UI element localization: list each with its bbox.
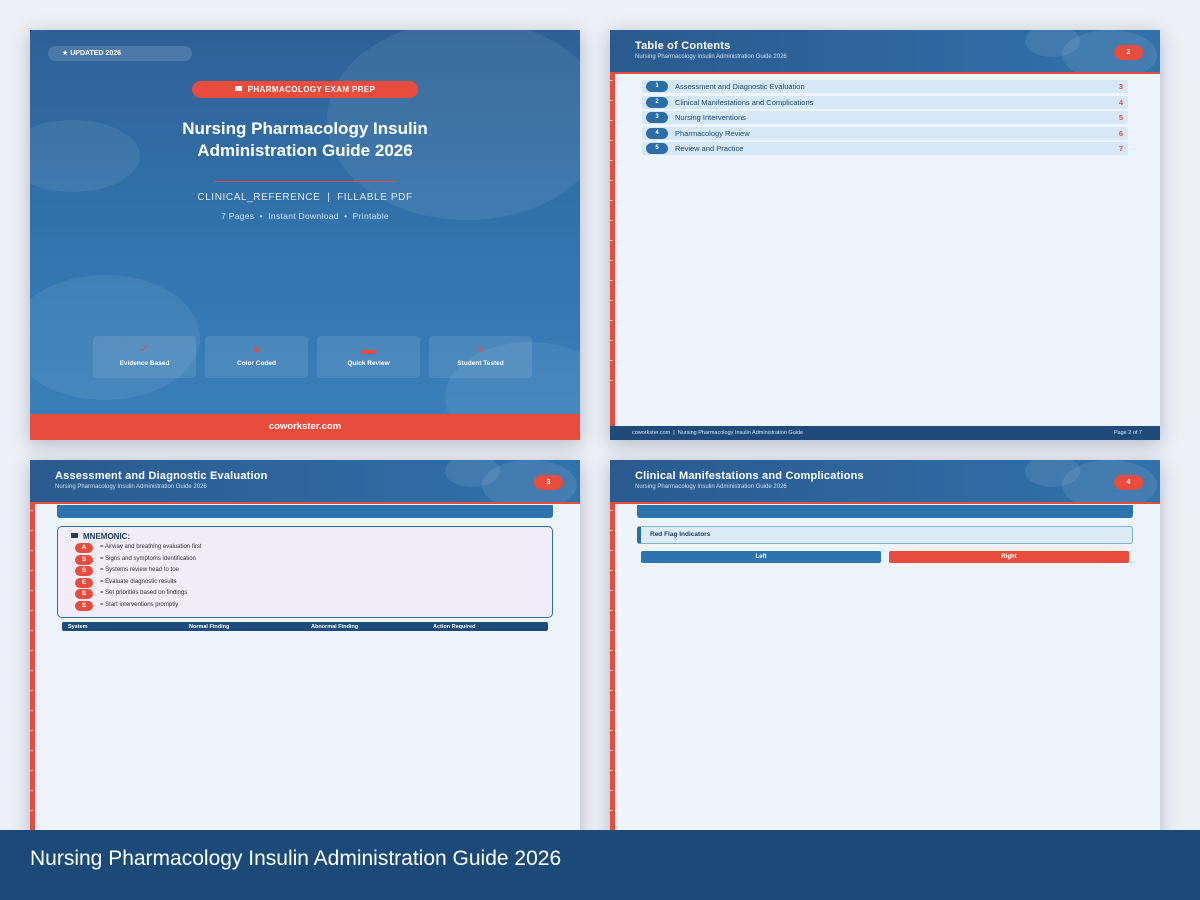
edge-ticks xyxy=(610,80,615,410)
mnemonic-text: = Airway and breathing evaluation first xyxy=(100,544,202,550)
feature-evidence-based xyxy=(93,336,196,378)
page-title: Assessment and Diagnostic Evaluation xyxy=(55,470,268,482)
updated-badge: ★ UPDATED 2026 xyxy=(48,46,192,61)
toc-item-page: 6 xyxy=(1118,128,1123,138)
toc-item-number: 2 xyxy=(646,97,668,108)
page-title: Table of Contents xyxy=(635,40,731,52)
toc-item[interactable] xyxy=(642,127,1128,140)
mnemonic-letter: S xyxy=(75,555,93,565)
toc-item-label: Clinical Manifestations and Complications xyxy=(675,97,814,107)
toc-item-number: 1 xyxy=(646,81,668,92)
toc-item-page: 3 xyxy=(1118,82,1123,91)
mnemonic-heading-text: MNEMONIC: xyxy=(83,532,131,541)
square-icon xyxy=(71,533,78,538)
section-banner xyxy=(637,505,1133,518)
toc-item-page: 5 xyxy=(1118,113,1123,122)
toc-item-number: 4 xyxy=(646,128,668,139)
divider xyxy=(215,181,395,182)
feature-label: Quick Review xyxy=(347,360,390,367)
edge-ticks xyxy=(610,510,615,840)
toc-item-label: Assessment and Diagnostic Evaluation xyxy=(675,82,805,91)
toc-item-page: 4 xyxy=(1118,97,1123,107)
toc-item[interactable] xyxy=(642,80,1128,93)
left-column-header: Left xyxy=(641,551,881,563)
toc-item-label: Pharmacology Review xyxy=(675,128,750,138)
page-header xyxy=(30,460,580,504)
footer-left: coworkster.com | Nursing Pharmacology Insulin Administration Guide xyxy=(632,430,804,436)
cover-title xyxy=(30,118,580,162)
table-column-header: Action Required xyxy=(433,623,476,630)
cover-title-line1: Nursing Pharmacology Insulin xyxy=(182,119,428,138)
feature-quick-review xyxy=(317,336,420,378)
toc-item-page: 7 xyxy=(1118,144,1123,153)
toc-item-number: 5 xyxy=(646,143,668,154)
cover-page xyxy=(30,30,580,440)
cover-title-line2: Administration Guide 2026 xyxy=(197,141,413,160)
mnemonic-text: = Set priorities based on findings xyxy=(100,590,188,596)
diamond-icon: ◆ xyxy=(253,345,260,354)
page-title: Clinical Manifestations and Complications xyxy=(635,470,864,482)
toc-item-label: Nursing Interventions xyxy=(675,113,746,122)
footer-page-count: Page 2 of 7 xyxy=(1113,430,1142,436)
page-number-badge: 4 xyxy=(1114,475,1143,490)
feature-label: Color Coded xyxy=(237,360,276,367)
mnemonic-text: = Systems review head to toe xyxy=(100,567,179,573)
page-subtitle: Nursing Pharmacology Insulin Administration Guide 2026 xyxy=(635,54,787,60)
toc-item[interactable] xyxy=(642,96,1128,109)
book-icon: ▬ xyxy=(361,341,376,357)
red-flag-box: Red Flag Indicators xyxy=(637,526,1133,544)
clinical-manifestations-page xyxy=(610,460,1160,840)
feature-student-tested xyxy=(429,336,532,378)
feature-label: Evidence Based xyxy=(119,360,170,367)
book-icon xyxy=(235,86,242,91)
table-column-header: Normal Finding xyxy=(189,623,230,630)
mnemonic-letter: A xyxy=(75,543,93,553)
right-column-header: Right xyxy=(889,551,1129,563)
page-number-badge: 2 xyxy=(1114,45,1143,60)
mnemonic-heading xyxy=(71,532,130,541)
toc-page xyxy=(610,30,1160,440)
cover-meta: 7 Pages • Instant Download • Printable xyxy=(221,211,389,221)
heart-icon: ♥ xyxy=(477,344,484,354)
mnemonic-text: = Evaluate diagnostic results xyxy=(100,578,177,585)
feature-color-coded xyxy=(205,336,308,378)
table-header xyxy=(62,622,548,631)
mnemonic-letter: S xyxy=(75,589,93,599)
page-header xyxy=(610,30,1160,74)
page-subtitle: Nursing Pharmacology Insulin Administration Guide 2026 xyxy=(635,484,787,490)
toc-item[interactable] xyxy=(642,142,1128,155)
toc-item-number: 3 xyxy=(646,112,668,123)
mnemonic-letter: E xyxy=(75,578,93,588)
table-column-header: System xyxy=(68,623,88,630)
cover-subtitle: CLINICAL_REFERENCE | FILLABLE PDF xyxy=(197,192,413,203)
page-footer xyxy=(610,426,1160,440)
feature-label: Student Tested xyxy=(457,360,504,367)
cover-footer-site: coworkster.com xyxy=(30,414,580,440)
exam-prep-label: PHARMACOLOGY EXAM PREP xyxy=(247,85,376,94)
mnemonic-box xyxy=(57,526,553,618)
edge-ticks xyxy=(30,510,35,840)
mnemonic-text: = Start interventions promptly xyxy=(100,601,179,608)
exam-prep-badge xyxy=(192,81,418,98)
check-icon: ✓ xyxy=(139,343,150,355)
mnemonic-letter: S xyxy=(75,601,93,611)
mnemonic-text: = Signs and symptoms identification xyxy=(100,555,196,562)
page-header xyxy=(610,460,1160,504)
toc-item[interactable] xyxy=(642,111,1128,124)
section-banner xyxy=(57,505,553,518)
caption-bar: Nursing Pharmacology Insulin Administration Guide 2026 xyxy=(0,830,1200,900)
page-subtitle: Nursing Pharmacology Insulin Administration Guide 2026 xyxy=(55,484,207,490)
table-column-header: Abnormal Finding xyxy=(311,623,359,630)
mnemonic-letter: S xyxy=(75,566,93,576)
toc-item-label: Review and Practice xyxy=(675,144,744,153)
page-number-badge: 3 xyxy=(534,475,563,490)
assessment-page xyxy=(30,460,580,840)
